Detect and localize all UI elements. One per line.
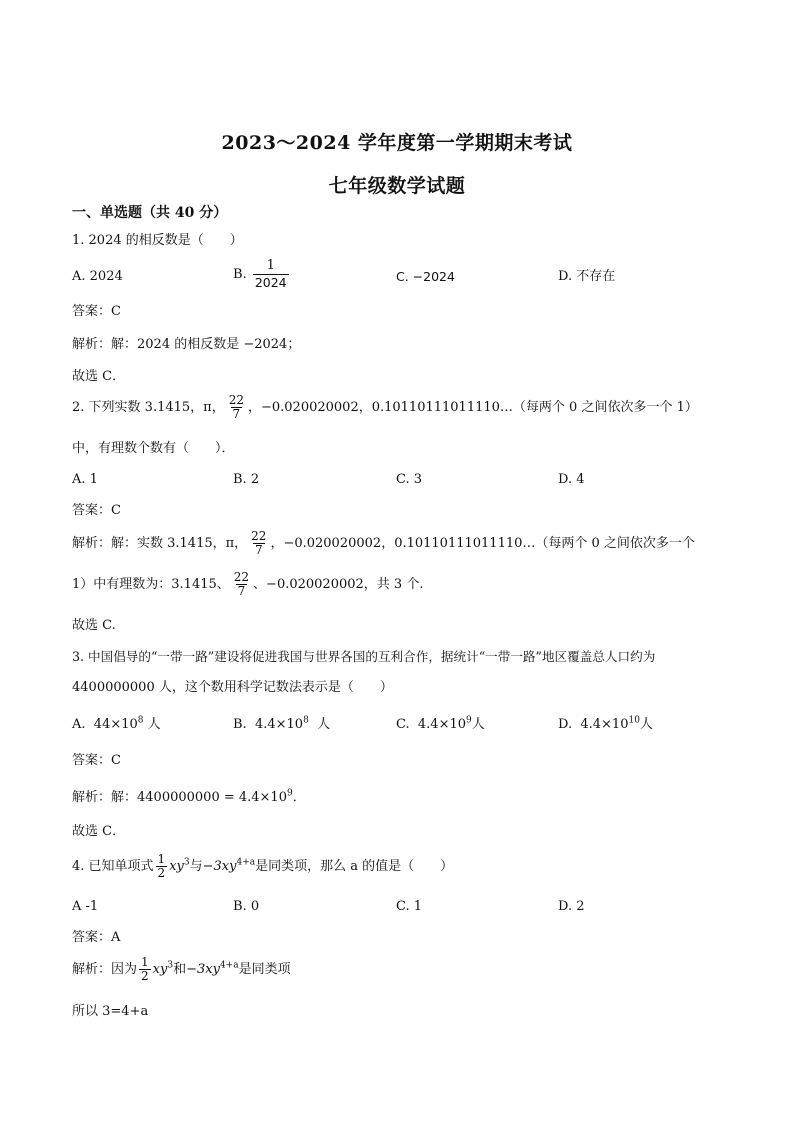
q1-option-c: C. −2024 — [396, 269, 455, 284]
fraction-numerator: 22 — [251, 529, 267, 543]
exam-title: 2023～2024 学年度第一学期期末考试 — [221, 132, 573, 154]
q4-option-c: C. 1 — [396, 899, 423, 914]
q4-option-b: B. 0 — [233, 899, 260, 914]
q2-option-d: D. 4 — [558, 472, 585, 487]
q3-option-d-label: D. — [558, 717, 573, 732]
q3-option-a-base: 44×10 — [93, 717, 138, 732]
q4-last-line: 所以 3=4+a — [72, 1004, 149, 1019]
q2-option-a: A. 1 — [72, 472, 98, 487]
q1-option-b-label: B. — [233, 267, 247, 282]
q3-option-b-exponent: 8 — [303, 715, 309, 726]
q1-option-d: D. 不存在 — [558, 269, 616, 284]
q2-stem — [72, 394, 698, 421]
q3-option-d-unit: 人 — [639, 717, 653, 732]
q3-analysis-exponent: 9 — [286, 788, 293, 799]
q2-analysis-line2-suffix: 、−0.020020002，共 3 个. — [253, 577, 424, 592]
q2-analysis-line2 — [72, 571, 423, 598]
q4-stem-fraction — [156, 853, 168, 880]
q1-option-b-fraction — [253, 258, 289, 291]
q4-stem-suffix: 是同类项，那么 a 的值是（ ） — [255, 859, 454, 874]
q3-analysis-prefix: 解析：解：4400000000 = 4.4×10 — [72, 790, 287, 805]
q4-analysis-suffix: 是同类项 — [238, 962, 291, 977]
q2-stem-line2: 中，有理数个数有（ ）． — [72, 441, 235, 456]
fraction-denominator: 7 — [237, 584, 246, 598]
q2-conclusion: 故选 C. — [72, 618, 116, 633]
q2-analysis-line2-fraction — [232, 571, 251, 598]
q2-analysis-prefix: 解析：解：实数 3.1415，π， — [72, 536, 248, 551]
q2-analysis-line2-prefix: 1）中有理数为：3.1415、 — [72, 577, 230, 592]
q3-option-c-exponent: 9 — [466, 715, 472, 726]
q3-option-c-label: C. — [396, 717, 410, 732]
q3-option-b-base: 4.4×10 — [254, 717, 304, 732]
q2-option-c: C. 3 — [396, 472, 423, 487]
q2-analysis — [72, 530, 695, 557]
q2-option-b: B. 2 — [233, 472, 260, 487]
q4-analysis-term2-exponent: 4+a — [219, 960, 239, 971]
q2-stem-suffix: ，−0.020020002，0.10110111011110…（每两个 0 之间依次多一个 1） — [247, 400, 698, 415]
q1-answer: 答案：C — [72, 304, 121, 319]
q4-analysis-term2: −3xy — [186, 962, 220, 977]
fraction-numerator: 22 — [233, 570, 250, 584]
q3-option-c-base: 4.4×10 — [417, 717, 466, 732]
q4-analysis-connector: 和 — [173, 962, 187, 977]
q4-analysis-term1-exponent: 3 — [167, 960, 174, 971]
fraction-denominator: 7 — [232, 407, 241, 421]
section-heading: 一、单选题（共 40 分） — [72, 205, 228, 221]
q4-analysis-fraction — [139, 956, 151, 983]
q2-stem-prefix: 2. 下列实数 3.1415，π， — [72, 400, 225, 415]
q4-option-d: D. 2 — [558, 899, 585, 914]
q3-option-b — [233, 716, 330, 734]
q3-stem-line2: 4400000000 人，这个数用科学记数法表示是（ ） — [72, 680, 393, 695]
q3-analysis — [72, 789, 306, 807]
fraction-numerator: 22 — [228, 393, 244, 407]
q4-stem-connector: 与 — [189, 859, 203, 874]
q3-option-a-exponent: 8 — [137, 715, 144, 726]
q3-option-a-label: A. — [72, 717, 86, 732]
q4-answer: 答案：A — [72, 930, 121, 945]
q3-option-d-exponent: 10 — [628, 715, 640, 726]
q3-answer: 答案：C — [72, 753, 121, 768]
q3-option-d — [558, 716, 653, 734]
q3-analysis-suffix: ． — [292, 790, 306, 805]
q3-option-c — [396, 716, 485, 734]
q2-analysis-suffix: ，−0.020020002，0.10110111011110…（每两个 0 之间依次多一个 — [270, 536, 695, 551]
q3-option-c-unit: 人 — [471, 717, 485, 732]
q2-stem-fraction — [227, 394, 246, 421]
q1-conclusion: 故选 C． — [72, 369, 126, 384]
q1-analysis: 解析：解：2024 的相反数是 −2024； — [72, 337, 301, 352]
q3-option-a-unit: 人 — [147, 717, 161, 732]
fraction-numerator: 1 — [157, 852, 166, 866]
q3-option-b-label: B. — [233, 717, 247, 732]
fraction-denominator: 2 — [141, 969, 149, 983]
q1-stem: 1. 2024 的相反数是（ ） — [72, 233, 243, 248]
exam-subtitle: 七年级数学试题 — [328, 175, 466, 197]
q4-term2: −3xy — [202, 859, 237, 874]
q3-option-d-base: 4.4×10 — [580, 717, 629, 732]
q3-stem-line1: 3. 中国倡导的“一带一路”建设将促进我国与世界各国的互利合作，据统计“一带一路”地区覆盖总人口约为 — [72, 649, 656, 664]
q4-term2-exponent: 4+a — [236, 857, 256, 868]
fraction-numerator: 1 — [141, 955, 149, 969]
fraction-denominator: 7 — [254, 543, 263, 557]
q4-analysis-term1-variable: xy — [152, 962, 168, 977]
q2-analysis-fraction — [249, 530, 268, 557]
fraction-numerator: 1 — [266, 258, 275, 273]
q4-stem-prefix: 4. 已知单项式 — [72, 859, 154, 874]
q4-analysis-prefix: 解析：因为 — [72, 962, 138, 977]
q4-term1-variable: xy — [169, 859, 184, 874]
q1-option-b — [233, 258, 291, 291]
q4-term1-exponent: 3 — [183, 857, 190, 868]
q3-option-b-unit: 人 — [317, 717, 331, 732]
q4-stem — [72, 853, 453, 880]
q4-option-a: A -1 — [72, 899, 99, 914]
q3-conclusion: 故选 C． — [72, 824, 126, 839]
fraction-denominator: 2024 — [254, 275, 287, 290]
fraction-denominator: 2 — [157, 866, 166, 880]
q2-answer: 答案：C — [72, 503, 121, 518]
q1-option-a: A. 2024 — [72, 269, 123, 284]
q4-analysis — [72, 956, 291, 983]
q3-option-a — [72, 716, 161, 734]
